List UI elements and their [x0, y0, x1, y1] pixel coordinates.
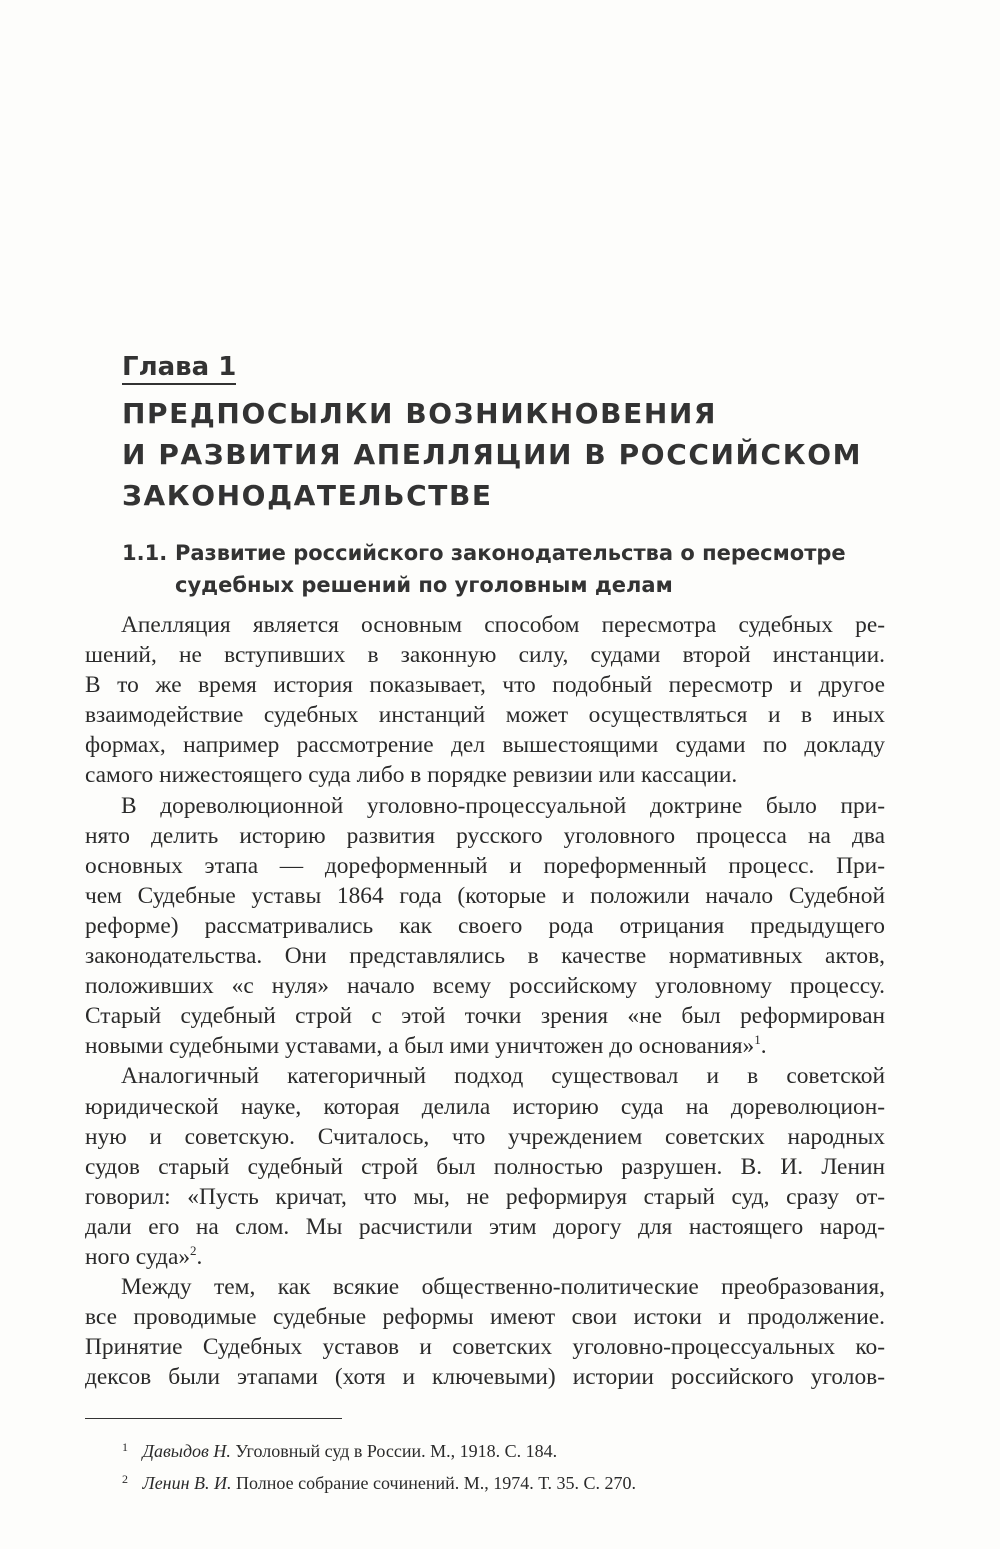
text-line: ного суда» — [85, 1243, 191, 1270]
chapter-title-line: И РАЗВИТИЯ АПЕЛЛЯЦИИ В РОССИЙСКОМ — [122, 438, 863, 471]
footnote — [122, 1433, 882, 1465]
chapter-title-line: ПРЕДПОСЫЛКИ ВОЗНИКНОВЕНИЯ — [122, 397, 718, 430]
text-line: чем Судебные уставы 1864 года (которые и положили начало Судебной — [85, 882, 885, 909]
footnote-text: Полное собрание сочинений. М., 1974. Т. 35. С. 270. — [236, 1473, 636, 1493]
text-line: судов старый судебный строй был полностью разрушен. В. И. Ленин — [85, 1153, 885, 1180]
text-line: основных этапа — дореформенный и пореформенный процесс. При- — [85, 852, 885, 879]
chapter-title-line: ЗАКОНОДАТЕЛЬСТВЕ — [122, 479, 493, 512]
chapter-title — [122, 393, 882, 516]
text-line: юридической науке, которая делила историю суда на дореволюцион- — [85, 1093, 885, 1120]
text-line: Аналогичный категоричный подход существовал и в советской — [121, 1063, 885, 1090]
text-line: нято делить историю развития русского уголовного процесса на два — [85, 822, 885, 849]
footnote-ref[interactable]: 1 — [754, 1032, 761, 1048]
text-line: Апелляция является основным способом пересмотра судебных ре- — [121, 612, 885, 638]
text-line: взаимодействие судебных инстанций может осуществляться и в иных — [85, 702, 885, 729]
footnote-text: Уголовный суд в России. М., 1918. С. 184. — [235, 1441, 558, 1461]
text-line: дали его на слом. Мы расчистили этим дорогу для настоящего народ- — [85, 1213, 885, 1240]
paragraph — [85, 1061, 885, 1272]
paragraph — [85, 1272, 885, 1392]
section-heading — [122, 537, 882, 601]
section-title-line: судебных решений по уголовным делам — [175, 573, 673, 597]
text-line: ную и советскую. Считалось, что учреждением советских народных — [85, 1123, 885, 1150]
text-line: шений, не вступивших в законную силу, судами второй инстанции. — [85, 642, 885, 669]
text-line: законодательства. Они представлялись в качестве нормативных актов, — [85, 943, 885, 970]
text-line: дексов были этапами (хотя и ключевыми) истории российского уголов- — [85, 1364, 885, 1391]
footnote-author: Ленин В. И. — [142, 1473, 232, 1493]
text-line: Между тем, как всякие общественно-политические преобразования, — [121, 1274, 885, 1301]
text-line-with-ref: новыми судебными уставами, а был ими уничтожен до основания»$^1$. — [85, 1032, 767, 1060]
text-line: новыми судебными уставами, а был ими уничтожен до основания» — [85, 1033, 755, 1060]
text-line: все проводимые судебные реформы имеют свои истоки и продолжение. — [85, 1304, 885, 1331]
paragraph — [85, 791, 885, 1062]
footnote-mark: 2 — [122, 1472, 128, 1486]
text-line: В дореволюционной уголовно-процессуальной доктрине было при- — [121, 792, 885, 819]
text-line: Принятие Судебных уставов и советских уголовно-процессуальных ко- — [85, 1334, 885, 1361]
text-line: положивших «с нуля» начало всему российскому уголовному процессу. — [85, 973, 885, 1000]
footnote-author: Давыдов Н. — [142, 1441, 231, 1461]
footnote-divider — [85, 1418, 342, 1419]
text-line: говорил: «Пусть кричат, что мы, не реформируя старый суд, сразу от- — [85, 1183, 885, 1210]
body-text — [85, 610, 885, 1392]
text-line-with-ref: ного суда»$^2$. — [85, 1242, 203, 1270]
footnotes — [122, 1433, 882, 1497]
text-line: В то же время история показывает, что подобный пересмотр и другое — [85, 672, 885, 699]
text-line: формах, например рассмотрение дел вышестоящими судами по докладу — [85, 732, 885, 759]
footnote-mark: 1 — [122, 1440, 128, 1454]
chapter-label: Глава 1 — [122, 352, 236, 385]
text-line: Старый судебный строй с этой точки зрения «не был реформирован — [85, 1003, 885, 1030]
text-line: самого нижестоящего суда либо в порядке ревизии или кассации. — [85, 762, 738, 789]
footnote-ref[interactable]: 2 — [190, 1242, 197, 1258]
paragraph — [85, 610, 885, 791]
section-title-line: Развитие российского законодательства о пересмотре — [175, 541, 846, 565]
section-number: 1.1. — [122, 541, 168, 565]
footnote — [122, 1465, 882, 1497]
text-line: реформе) рассматривались как своего рода отрицания предыдущего — [85, 912, 885, 939]
